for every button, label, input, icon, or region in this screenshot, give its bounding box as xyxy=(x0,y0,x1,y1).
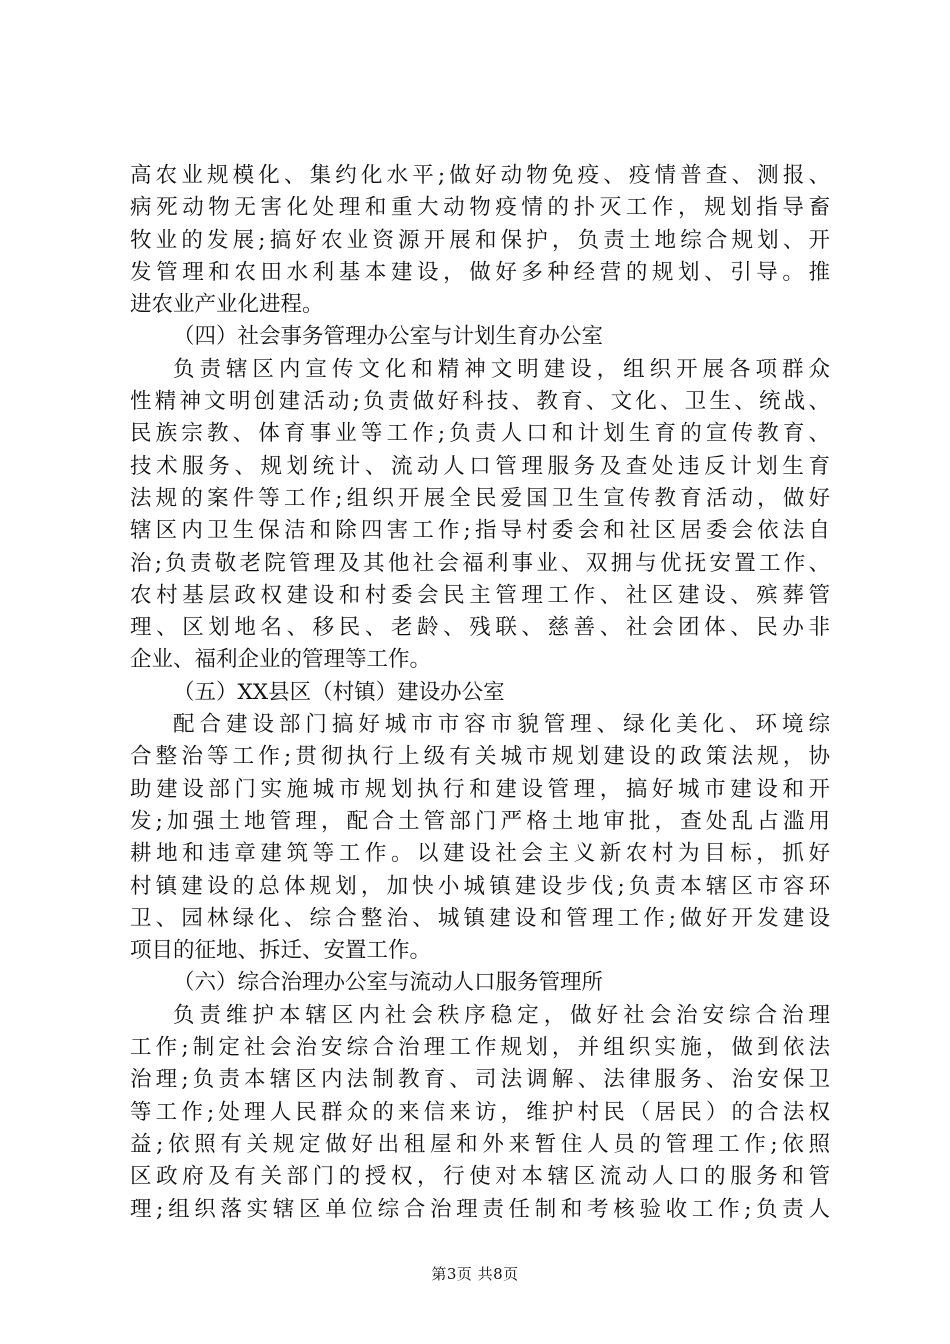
text-line: 性精神文明创建活动;负责做好科技、教育、文化、卫生、统战、 xyxy=(130,389,830,415)
text-line: 工作;制定社会治安综合治理工作规划，并组织实施，做到依法 xyxy=(130,1035,830,1061)
text-line: 益;依照有关规定做好出租屋和外来暂住人员的管理工作;依照 xyxy=(130,1131,830,1157)
text-line: 配合建设部门搞好城市市容市貌管理、绿化美化、环境综 xyxy=(173,712,830,738)
text-line: 辖区内卫生保洁和除四害工作;指导村委会和社区居委会依法自 xyxy=(130,518,830,544)
text-line: 治;负责敬老院管理及其他社会福利事业、双拥与优抚安置工作、 xyxy=(130,550,830,576)
text-line: 民族宗教、体育事业等工作;负责人口和计划生育的宣传教育、 xyxy=(130,421,830,447)
text-line: 牧业的发展;搞好农业资源开展和保护，负责土地综合规划、开 xyxy=(130,227,830,253)
text-line: 等工作;处理人民群众的来信来访，维护村民（居民）的合法权 xyxy=(130,1099,830,1125)
text-line: 区政府及有关部门的授权，行使对本辖区流动人口的服务和管 xyxy=(130,1164,830,1190)
text-line: 高农业规模化、集约化水平;做好动物免疫、疫情普查、测报、 xyxy=(130,163,830,188)
text-line: 理;组织落实辖区单位综合治理责任制和考核验收工作;负责人 xyxy=(130,1196,830,1222)
text-line: （六）综合治理办公室与流动人口服务管理所 xyxy=(173,970,604,996)
text-line: 负责维护本辖区内社会秩序稳定，做好社会治安综合治理 xyxy=(173,1002,830,1028)
text-line: 技术服务、规划统计、流动人口管理服务及查处违反计划生育 xyxy=(130,453,830,479)
text-line: 项目的征地、拆迁、安置工作。 xyxy=(130,938,432,964)
text-line: 助建设部门实施城市规划执行和建设管理，搞好城市建设和开 xyxy=(130,776,830,802)
page-footer: 第3页 共8页 xyxy=(431,1265,519,1283)
text-line: 法规的案件等工作;组织开展全民爱国卫生宣传教育活动，做好 xyxy=(130,485,830,511)
text-line: （五）XX县区（村镇）建设办公室 xyxy=(173,679,505,705)
text-line: 负责辖区内宣传文化和精神文明建设，组织开展各项群众 xyxy=(173,356,830,382)
text-line: 病死动物无害化处理和重大动物疫情的扑灭工作，规划指导畜 xyxy=(130,195,830,221)
text-line: 卫、园林绿化、综合整治、城镇建设和管理工作;做好开发建设 xyxy=(130,905,830,931)
text-line: 耕地和违章建筑等工作。以建设社会主义新农村为目标，抓好 xyxy=(130,841,830,867)
text-line: 治理;负责本辖区内法制教育、司法调解、法律服务、治安保卫 xyxy=(130,1067,830,1093)
document-body xyxy=(130,160,830,1226)
text-line: 进农业产业化进程。 xyxy=(130,292,324,318)
text-line: 企业、福利企业的管理等工作。 xyxy=(130,647,432,673)
text-line: 村镇建设的总体规划，加快小城镇建设步伐;负责本辖区市容环 xyxy=(130,873,830,899)
text-line: （四）社会事务管理办公室与计划生育办公室 xyxy=(173,324,604,350)
text-line: 发;加强土地管理，配合土管部门严格土地审批，查处乱占滥用 xyxy=(130,808,830,834)
text-line: 理、区划地名、移民、老龄、残联、慈善、社会团体、民办非 xyxy=(130,615,830,641)
text-line: 农村基层政权建设和村委会民主管理工作、社区建设、殡葬管 xyxy=(130,582,830,608)
text-line: 合整治等工作;贯彻执行上级有关城市规划建设的政策法规，协 xyxy=(130,744,830,770)
text-line: 发管理和农田水利基本建设，做好多种经营的规划、引导。推 xyxy=(130,259,830,285)
